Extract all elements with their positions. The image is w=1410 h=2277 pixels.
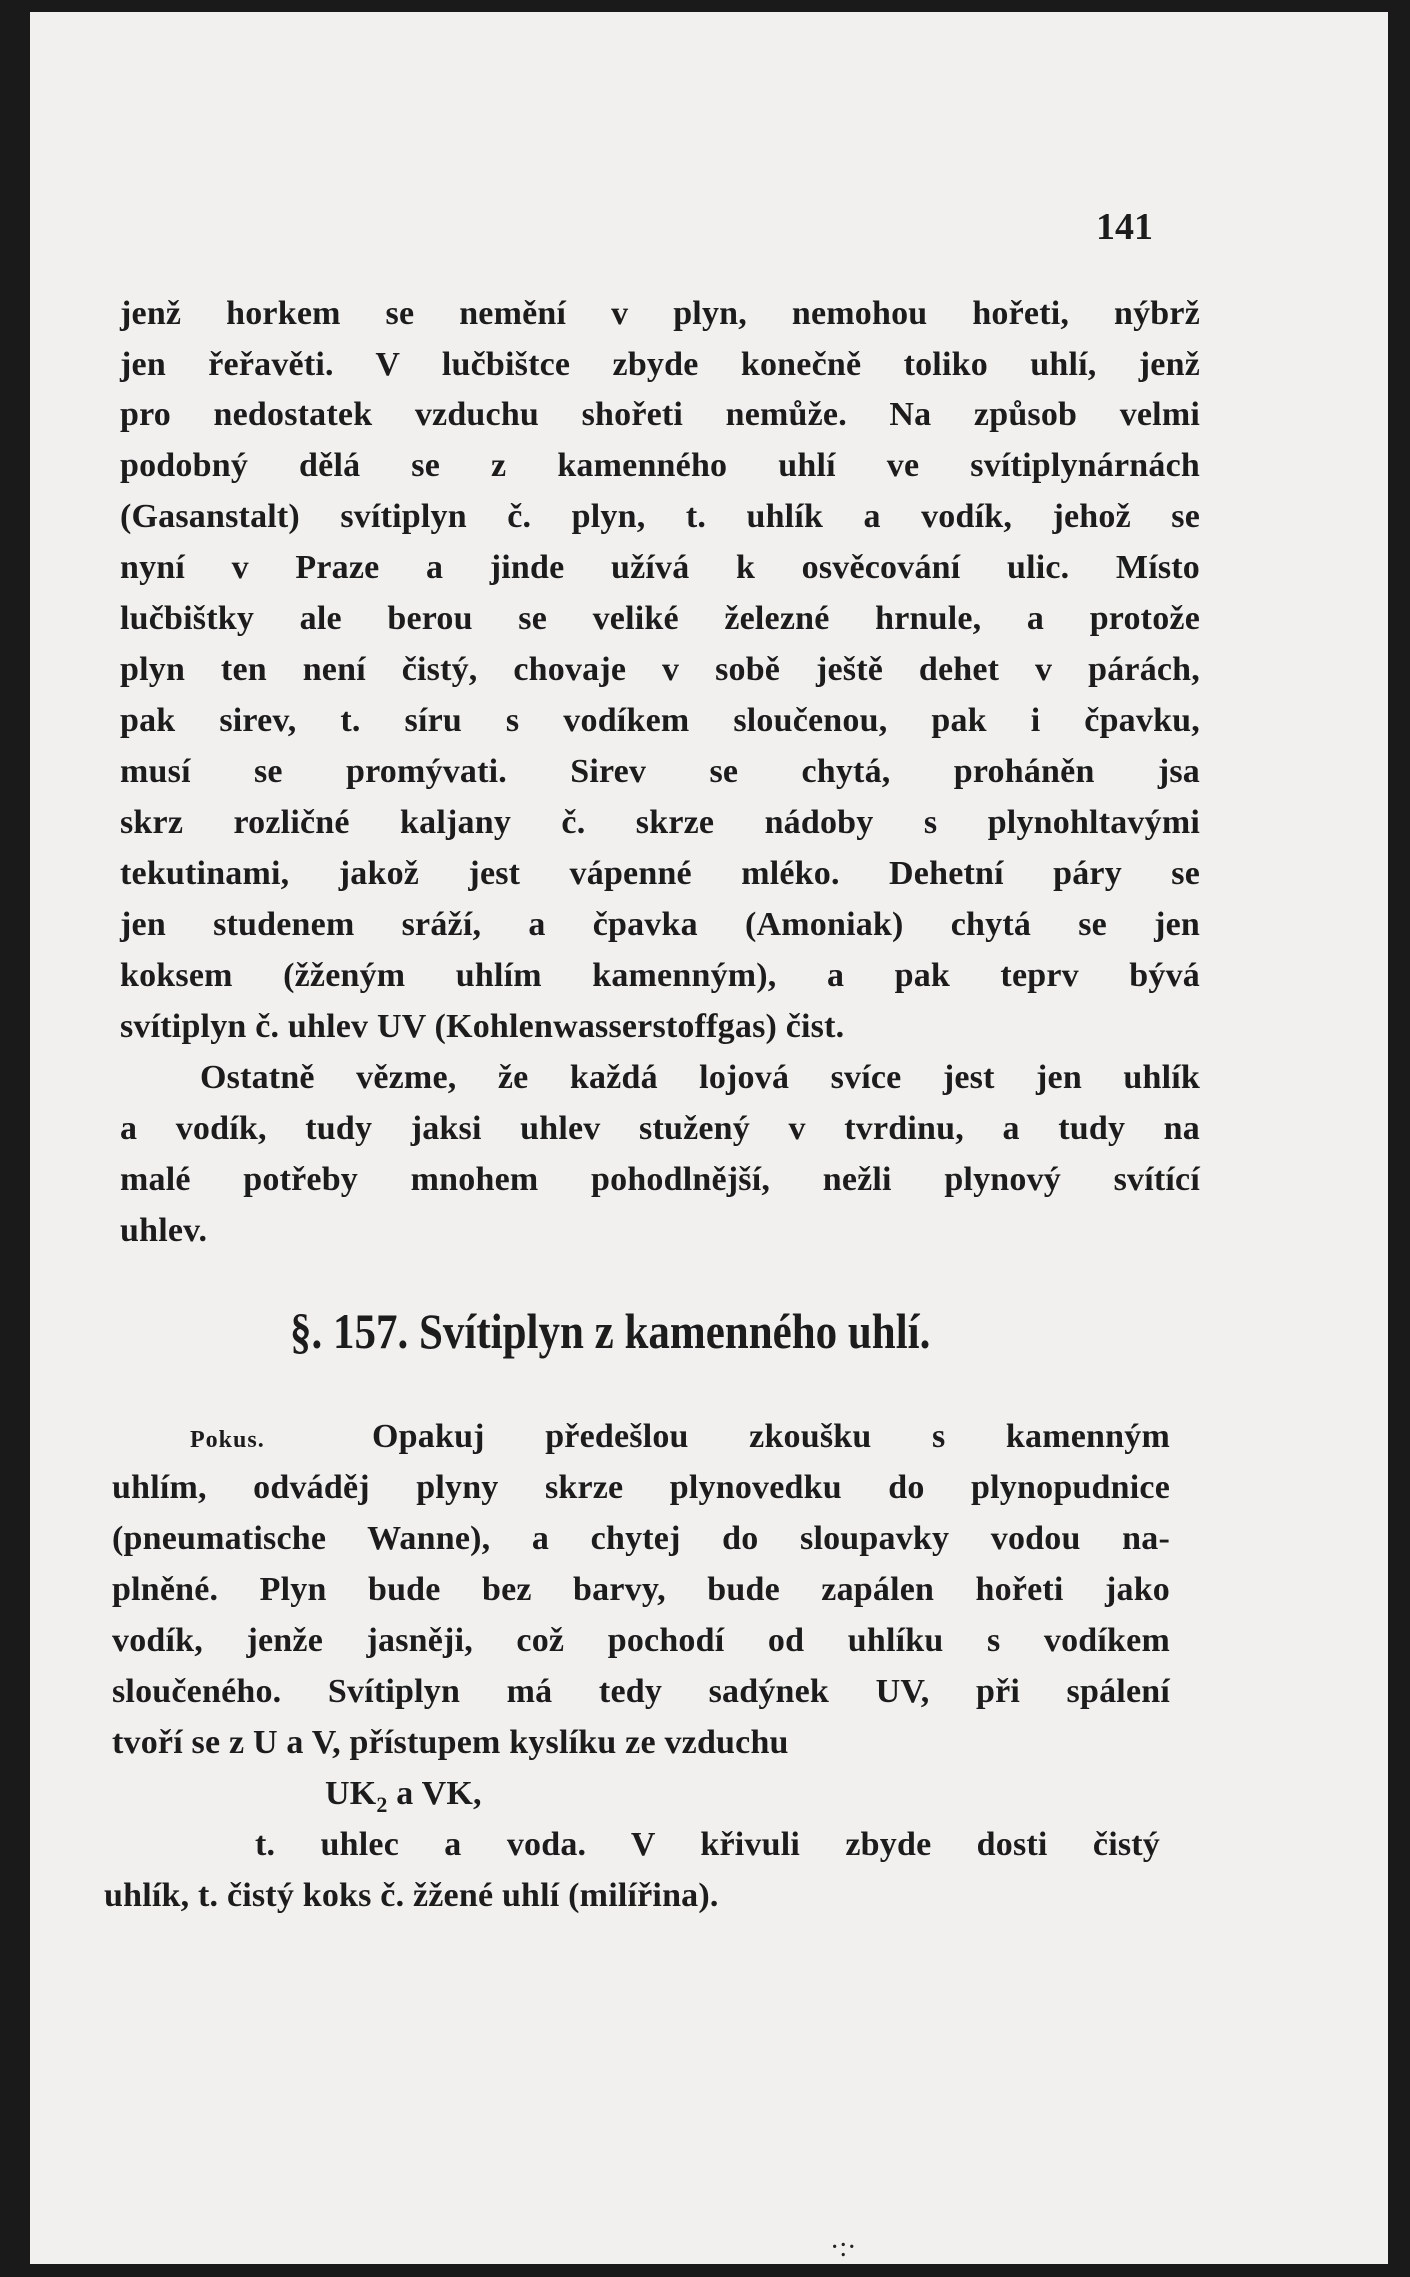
page-number: 141 xyxy=(1096,206,1153,248)
formula-line xyxy=(325,1774,725,1825)
text-line: plyn ten není čistý, chovaje v sobě ještě dehet v párách, xyxy=(120,651,1200,688)
text-line: sloučeného. Svítiplyn má tedy sadýnek UV, při spálení xyxy=(112,1673,1170,1710)
section-heading: §. 157. Svítiplyn z kamenného uhlí. xyxy=(290,1303,931,1359)
text-line: vodík, jenže jasněji, což pochodí od uhlíku s vodíkem xyxy=(112,1622,1170,1659)
text-line: tvoří se z U a V, přístupem kyslíku ze vzduchu xyxy=(112,1724,789,1761)
text-line: pak sirev, t. síru s vodíkem sloučenou, pak i čpavku, xyxy=(120,702,1200,739)
text-line: svítiplyn č. uhlev UV (Kohlenwasserstoffgas) čist. xyxy=(120,1008,845,1045)
text-line: koksem (žženým uhlím kamenným), a pak teprv bývá xyxy=(120,957,1200,994)
text-line-indent: Ostatně vězme, že každá lojová svíce jest jen uhlík xyxy=(200,1059,1200,1096)
text-line: jenž horkem se nemění v plyn, nemohou hořeti, nýbrž xyxy=(120,295,1200,332)
formula-subscript: 2 xyxy=(376,1791,388,1817)
text-line: malé potřeby mnohem pohodlnější, nežli plynový svítící xyxy=(120,1161,1200,1198)
text-line: Opakuj předešlou zkoušku s kamenným xyxy=(372,1418,1170,1455)
text-line: pro nedostatek vzduchu shořeti nemůže. Na způsob velmi xyxy=(120,396,1200,433)
text-line: (Gasanstalt) svítiplyn č. plyn, t. uhlík a vodík, jehož se xyxy=(120,498,1200,535)
text-line: podobný dělá se z kamenného uhlí ve svítiplynárnách xyxy=(120,447,1200,484)
text-line: skrz rozličné kaljany č. skrze nádoby s plynohltavými xyxy=(120,804,1200,841)
pokus-label: Pokus. xyxy=(190,1427,265,1453)
formula-uk: UK xyxy=(325,1775,377,1812)
text-line: lučbištky ale berou se veliké železné hrnule, a protože xyxy=(120,600,1200,637)
ornament-icon: ·:· xyxy=(830,2232,857,2263)
text-line: a vodík, tudy jaksi uhlev stužený v tvrdinu, a tudy na xyxy=(120,1110,1200,1147)
text-line: uhlím, odváděj plyny skrze plynovedku do plynopudnice xyxy=(112,1469,1170,1506)
text-line: jen řeřavěti. V lučbištce zbyde konečně toliko uhlí, jenž xyxy=(120,346,1200,383)
text-line: uhlev. xyxy=(120,1212,208,1249)
text-line: tekutinami, jakož jest vápenné mléko. Dehetní páry se xyxy=(120,855,1200,892)
text-line: plněné. Plyn bude bez barvy, bude zapálen hořeti jako xyxy=(112,1571,1170,1608)
text-line: jen studenem sráží, a čpavka (Amoniak) chytá se jen xyxy=(120,906,1200,943)
text-line: musí se promývati. Sirev se chytá, proháněn jsa xyxy=(120,753,1200,790)
formula-vk: a VK, xyxy=(387,1775,482,1812)
text-line: (pneumatische Wanne), a chytej do sloupavky vodou na- xyxy=(112,1520,1170,1557)
text-line: t. uhlec a voda. V křivuli zbyde dosti čistý xyxy=(255,1826,1160,1863)
text-line: uhlík, t. čistý koks č. žžené uhlí (milířina). xyxy=(104,1877,719,1914)
text-line: nyní v Praze a jinde užívá k osvěcování ulic. Místo xyxy=(120,549,1200,586)
pokus-container xyxy=(190,1417,265,1460)
book-page xyxy=(30,12,1388,2264)
